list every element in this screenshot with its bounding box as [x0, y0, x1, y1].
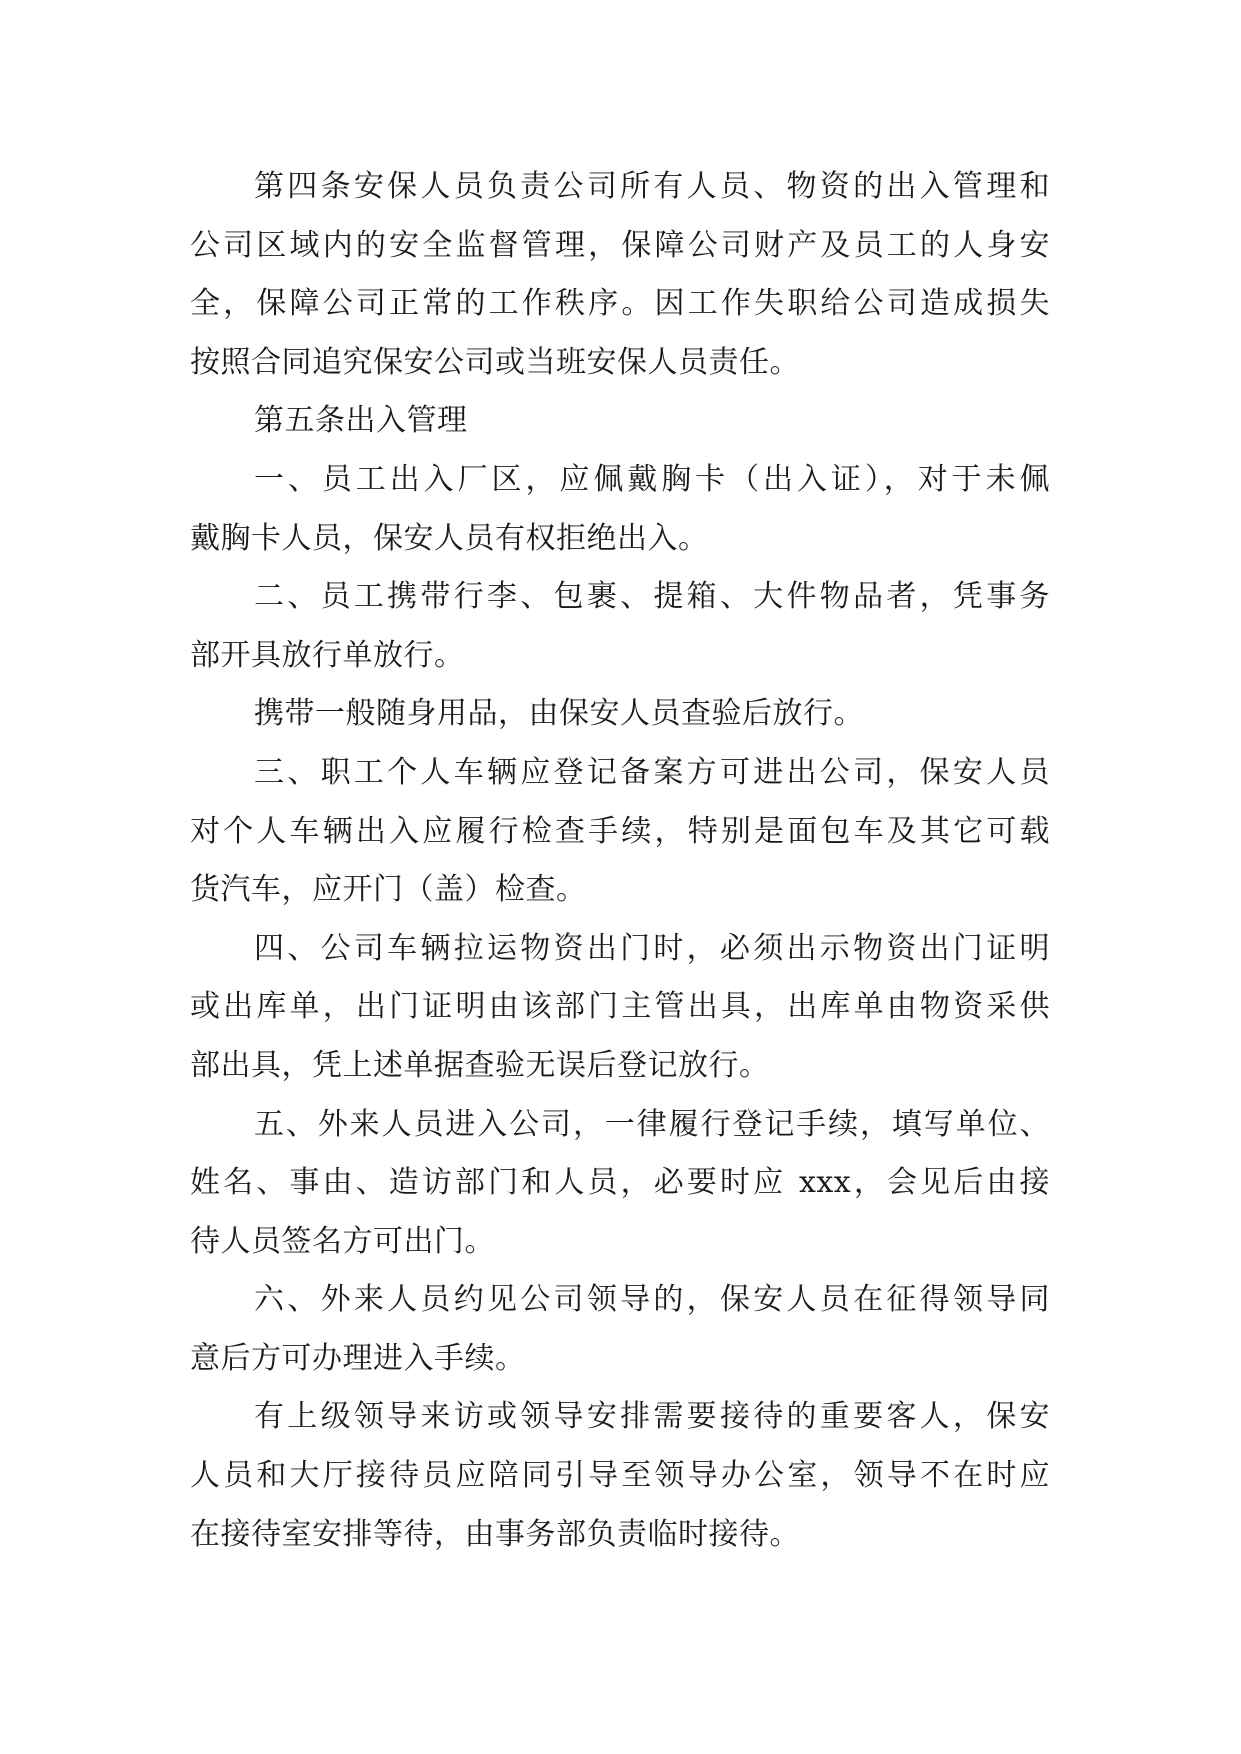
section-heading: 第五条出入管理	[254, 403, 468, 439]
text-line: 姓名、事由、造访部门和人员，必要时应 xxx，会见后由接	[190, 1165, 1050, 1201]
text-line: 在接待室安排等待，由事务部负责临时接待。	[190, 1516, 800, 1552]
text-line: 戴胸卡人员，保安人员有权拒绝出入。	[190, 520, 709, 556]
text-line: 或出库单，出门证明由该部门主管出具，出库单由物资采供	[190, 989, 1050, 1025]
text-line: 五、外来人员进入公司，一律履行登记手续，填写单位、	[254, 1106, 1050, 1142]
text-line: 人员和大厅接待员应陪同引导至领导办公室，领导不在时应	[190, 1458, 1050, 1494]
text-line: 部开具放行单放行。	[190, 637, 465, 673]
text-line: 部出具，凭上述单据查验无误后登记放行。	[190, 1047, 770, 1083]
text-line: 意后方可办理进入手续。	[190, 1340, 526, 1376]
document-body	[190, 158, 1050, 1564]
text-line: 对个人车辆出入应履行检查手续，特别是面包车及其它可载	[190, 813, 1050, 849]
text-line: 一、员工出入厂区，应佩戴胸卡（出入证），对于未佩	[254, 461, 1050, 497]
text-line: 全，保障公司正常的工作秩序。因工作失职给公司造成损失	[190, 286, 1050, 322]
text-line: 货汽车，应开门（盖）检查。	[190, 872, 587, 908]
text-line: 公司区域内的安全监督管理，保障公司财产及员工的人身安	[190, 227, 1050, 263]
text-line: 六、外来人员约见公司领导的，保安人员在征得领导同	[254, 1282, 1050, 1318]
text-line: 第四条安保人员负责公司所有人员、物资的出入管理和	[254, 169, 1050, 204]
text-line: 有上级领导来访或领导安排需要接待的重要客人，保安	[254, 1399, 1050, 1435]
text-line: 四、公司车辆拉运物资出门时，必须出示物资出门证明	[254, 930, 1050, 966]
text-line: 三、职工个人车辆应登记备案方可进出公司，保安人员	[254, 754, 1050, 790]
text-line: 按照合同追究保安公司或当班安保人员责任。	[190, 344, 800, 380]
text-line: 待人员签名方可出门。	[190, 1223, 495, 1259]
text-line: 二、员工携带行李、包裹、提箱、大件物品者，凭事务	[254, 579, 1050, 615]
text-line: 携带一般随身用品，由保安人员查验后放行。	[254, 696, 864, 732]
